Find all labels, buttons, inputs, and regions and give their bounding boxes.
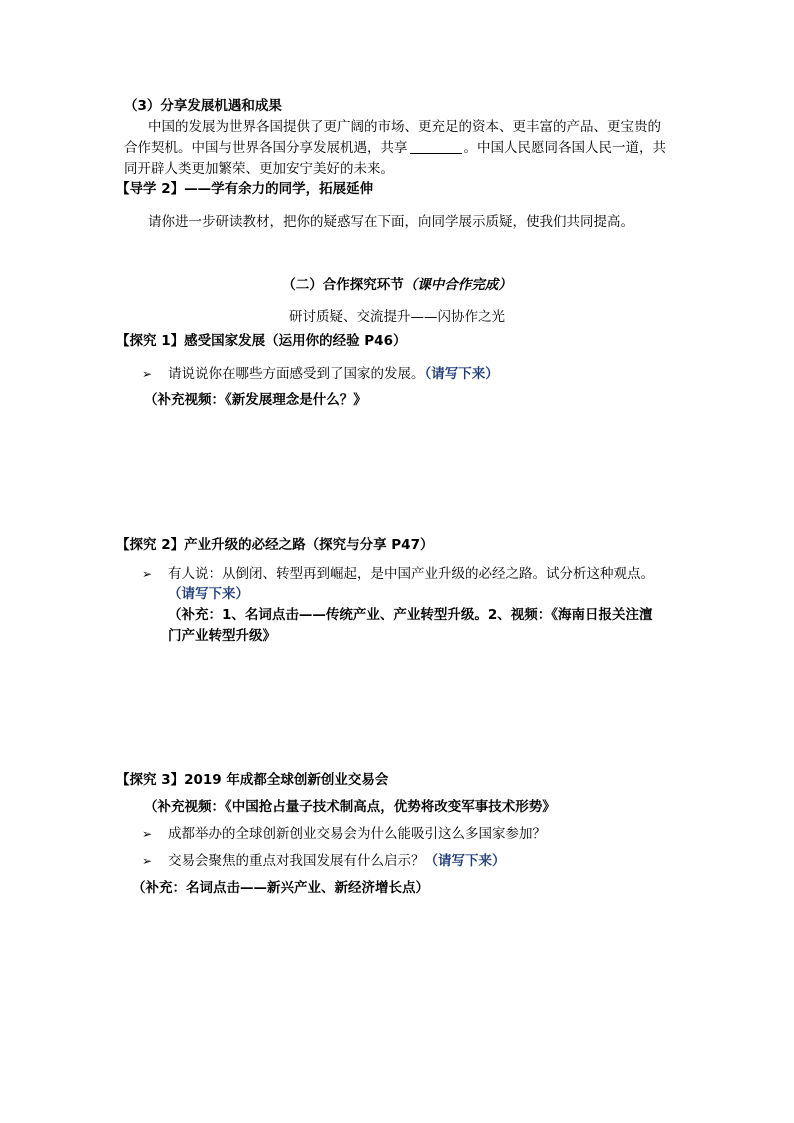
part-2-title-main: （二）合作探究环节 [282,277,404,293]
explore-2-supplement-line-1: （补充：1、名词点击——传统产业、产业转型升级。2、视频：《海南日报关注澶 [168,607,653,623]
guide-2-heading: 【导学 2】——学有余力的同学，拓展延伸 [116,181,374,197]
section-3-line-3: 同开辟人类更加繁荣、更加安宁美好的未来。 [124,161,394,177]
arrow-bullet-icon: ➢ [142,827,153,841]
part-2-title [0,275,794,295]
explore-3-bullet-2 [142,851,506,871]
arrow-bullet-icon: ➢ [142,567,153,581]
fill-in-blank[interactable] [410,139,462,154]
explore-3-supplement-video: （补充视频：《中国抢占量子技术制高点，优势将改变军事技术形势》 [144,799,556,815]
explore-3-heading: 【探究 3】2019 年成都全球创新创业交易会 [116,772,389,788]
explore-1-heading: 【探究 1】感受国家发展（运用你的经验 P46） [116,333,407,349]
explore-2-question: 有人说：从倒闭、转型再到崛起，是中国产业升级的必经之路。试分析这种观点。 [168,566,654,582]
explore-2-bullet [142,564,654,584]
explore-3-supplement-terms: （补充：名词点击——新兴产业、新经济增长点） [132,880,429,896]
arrow-bullet-icon: ➢ [142,367,153,381]
guide-2-body: 请你进一步研读教材，把你的疑惑写在下面，向同学展示质疑，使我们共同提高。 [148,214,634,230]
section-3-line-2-end: 。中国人民愿同各国人民一道，共 [463,140,666,156]
explore-1-write-hint: （请写下来） [424,366,499,382]
section-3-line-2-start: 合作契机。中国与世界各国分享发展机遇，共享 [124,140,408,156]
section-3-line-2 [124,138,666,158]
explore-3-bullet-1 [142,824,546,844]
section-3-line-1: 中国的发展为世界各国提供了更广阔的市场、更充足的资本、更丰富的产品、更宝贵的 [148,119,661,135]
explore-3-question-2: 交易会聚焦的重点对我国发展有什么启示？ [168,853,425,869]
part-2-subtitle: 研讨质疑、交流提升——闪协作之光 [289,309,505,325]
explore-2-write-hint: （请写下来） [168,586,249,602]
explore-1-bullet [142,364,499,384]
explore-1-supplement: （补充视频：《新发展理念是什么？》 [144,392,367,408]
arrow-bullet-icon: ➢ [142,854,153,868]
explore-2-supplement-line-2: 门产业转型升级》 [168,628,276,644]
explore-3-write-hint: （请写下来） [424,853,506,869]
explore-3-question-1: 成都举办的全球创新创业交易会为什么能吸引这么多国家参加？ [168,826,546,842]
part-2-title-note: （课中合作完成） [403,277,512,293]
section-3-heading: （3）分享发展机遇和成果 [124,98,282,114]
explore-1-question: 请说说你在哪些方面感受到了国家的发展。 [168,366,425,382]
explore-2-heading: 【探究 2】产业升级的必经之路（探究与分享 P47） [116,537,434,553]
